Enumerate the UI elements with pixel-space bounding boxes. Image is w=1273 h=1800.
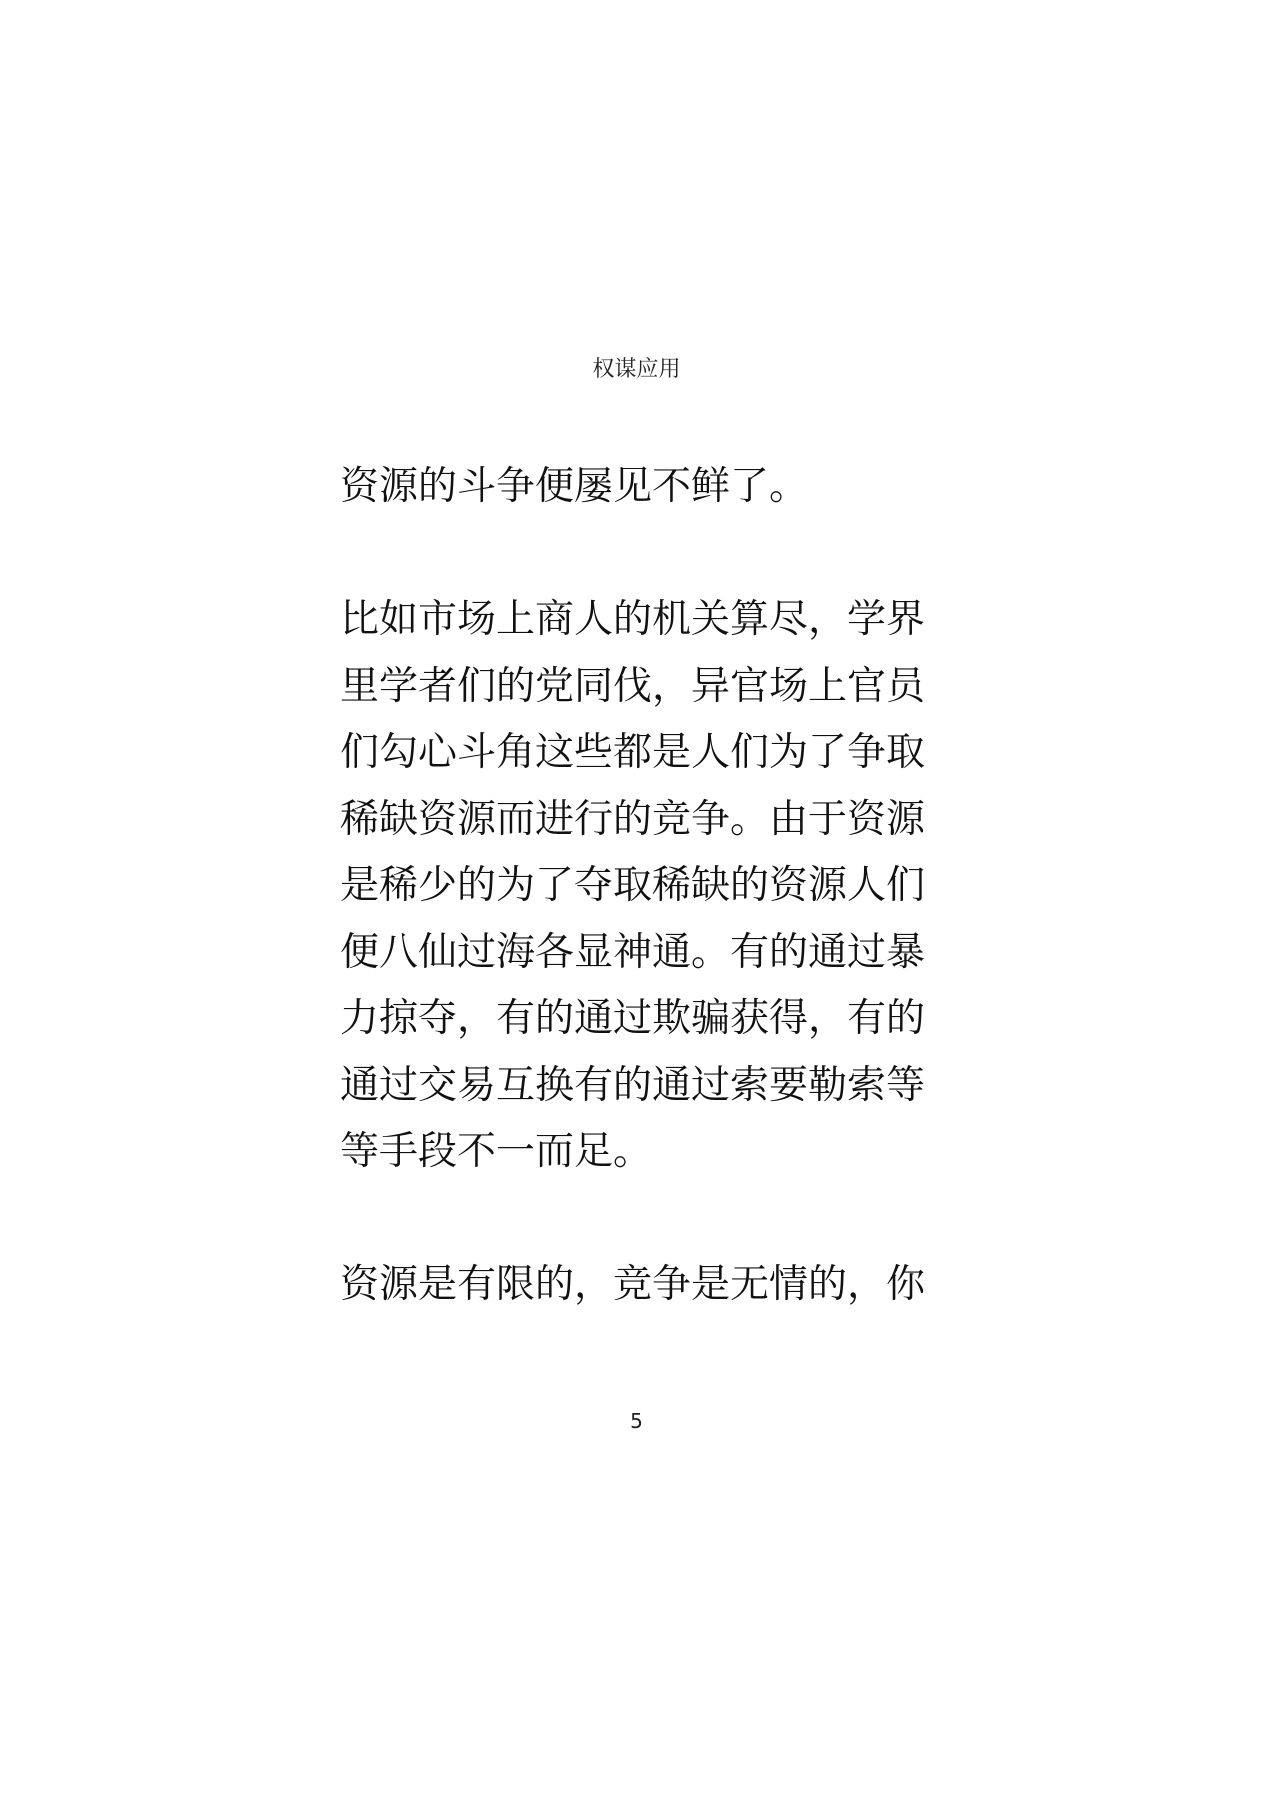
page-number: 5 bbox=[630, 1409, 643, 1433]
text-line: 比如市场上商人的机关算尽，学界 bbox=[340, 597, 926, 642]
text-line: 通过交易互换有的通过索要勒索等 bbox=[340, 1062, 926, 1108]
text-line: 资源是有限的，竞争是无情的，你 bbox=[340, 1262, 926, 1307]
text-line: 资源的斗争便屡见不鲜了。 bbox=[340, 464, 809, 509]
text-line: 等手段不一而足。 bbox=[340, 1129, 653, 1174]
paragraph-gap bbox=[340, 1186, 940, 1253]
paragraph-gap bbox=[340, 521, 940, 588]
text-line: 稀缺资源而进行的竞争。由于资源 bbox=[340, 796, 926, 842]
text-line: 力掠夺，有的通过欺骗获得，有的 bbox=[340, 996, 926, 1041]
text-line: 是稀少的为了夺取稀缺的资源人们 bbox=[340, 863, 926, 908]
running-header: 权谋应用 bbox=[592, 357, 681, 382]
body-text bbox=[340, 454, 940, 1319]
text-line: 便八仙过海各显神通。有的通过暴 bbox=[340, 929, 926, 975]
text-line: 们勾心斗角这些都是人们为了争取 bbox=[340, 730, 926, 775]
text-line: 里学者们的党同伐，异官场上官员 bbox=[340, 663, 926, 709]
